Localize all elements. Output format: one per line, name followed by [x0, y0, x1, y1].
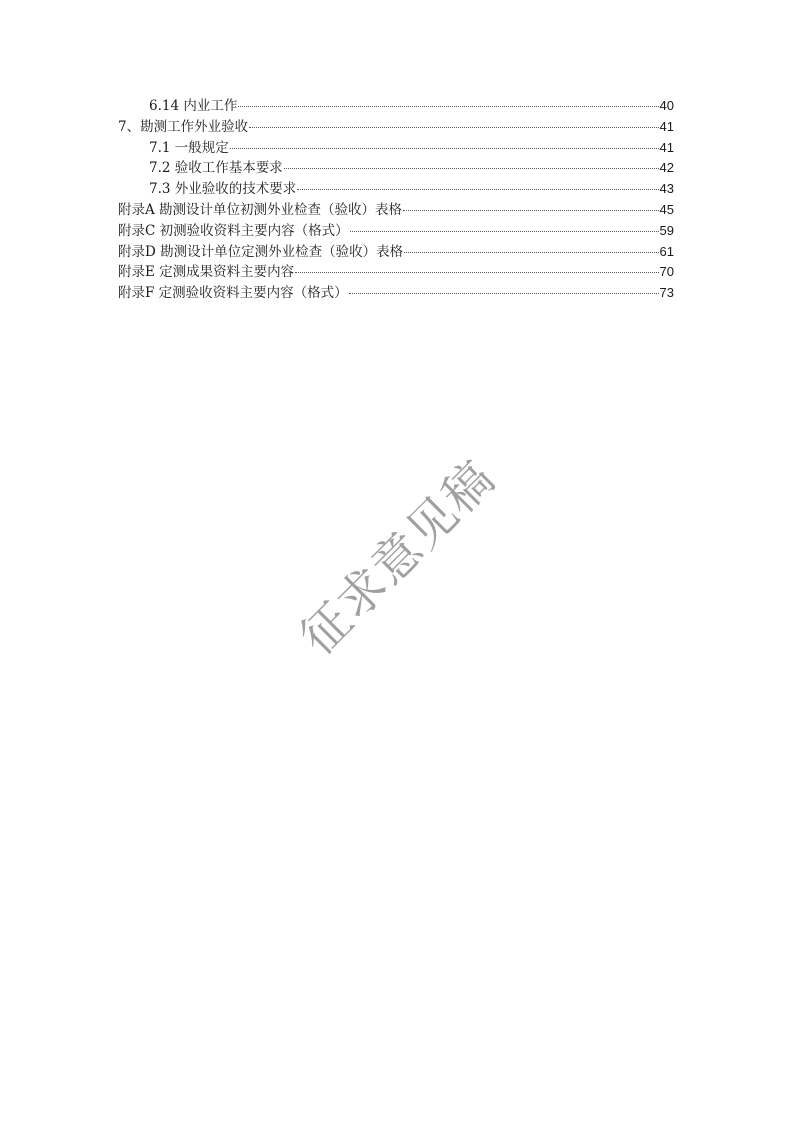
toc-entry-title: 附录D 勘测设计单位定测外业检查（验收）表格	[118, 243, 404, 260]
toc-entry[interactable]	[118, 138, 674, 159]
toc-leader	[284, 168, 659, 169]
toc-entry[interactable]	[118, 117, 674, 138]
toc-entry-title: 附录E 定测成果资料主要内容	[118, 264, 295, 281]
toc-leader	[403, 210, 658, 211]
toc-entry[interactable]	[118, 262, 674, 283]
toc-entry-page: 42	[659, 160, 674, 176]
toc-entry-title: 附录C 初测验收资料主要内容（格式）	[118, 222, 349, 239]
toc-leader	[350, 231, 659, 232]
toc-entry-page: 45	[659, 201, 674, 217]
toc-entry-title: 附录A 勘测设计单位初测外业检查（验收）表格	[118, 201, 403, 218]
toc-entry[interactable]	[118, 179, 674, 200]
toc-leader	[230, 148, 659, 149]
toc-leader	[295, 272, 658, 273]
toc-entry-page: 59	[659, 222, 674, 238]
toc-entry-page: 43	[659, 181, 674, 197]
toc-entry-page: 70	[659, 264, 674, 280]
toc-entry-page: 40	[659, 98, 674, 113]
toc-entry-page: 73	[659, 285, 674, 301]
draft-watermark: 征求意见稿	[289, 449, 507, 666]
toc-entry-title: 7.2 验收工作基本要求	[149, 160, 283, 177]
toc-entry[interactable]	[118, 158, 674, 179]
toc-entry[interactable]	[118, 221, 674, 242]
table-of-contents	[118, 96, 674, 304]
toc-entry-title: 7、勘测工作外业验收	[118, 118, 249, 135]
toc-leader	[249, 127, 658, 128]
toc-entry-title: 7.1 一般规定	[149, 139, 229, 156]
toc-entry-title: 附录F 定测验收资料主要内容（格式）	[118, 285, 348, 302]
toc-entry-title: 7.3 外业验收的技术要求	[149, 181, 297, 198]
toc-leader	[238, 106, 658, 107]
toc-entry[interactable]	[118, 283, 674, 304]
toc-leader	[349, 293, 659, 294]
toc-entry-page: 61	[659, 243, 674, 259]
toc-entry-page: 41	[659, 118, 674, 134]
toc-leader	[297, 189, 658, 190]
toc-entry-title: 6.14 内业工作	[149, 98, 238, 114]
toc-entry-page: 41	[659, 139, 674, 155]
toc-entry[interactable]	[118, 200, 674, 221]
toc-entry[interactable]	[118, 96, 674, 117]
toc-leader	[404, 252, 658, 253]
toc-entry[interactable]	[118, 242, 674, 263]
